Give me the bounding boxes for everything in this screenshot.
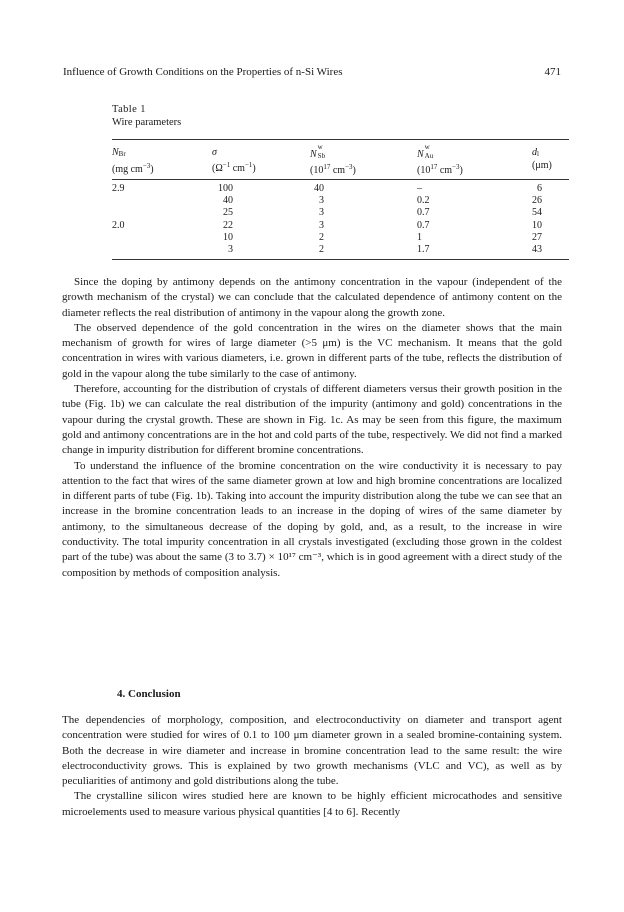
- table-cell: 22: [223, 219, 233, 231]
- header-sigma: σ ($\Omega^{-1}$ $cm^{-1}$): [212, 147, 256, 174]
- table-header-rule: [112, 179, 569, 180]
- table-cell: 3: [228, 243, 233, 255]
- paragraph: The observed dependence of the gold concentration in the wires on the diameter shows that the main mechanism of growth for wires of large diameter (>5 μm) is the VC mechanism. It means that the gold concentration in wires with various diameters, i.e. grown in different parts of the tube, reflects the distribution of gold in the vapour along the tube similarly to the case of antimony.: [62, 321, 562, 380]
- table-caption: Wire parameters: [112, 117, 182, 128]
- table-cell: 40: [314, 183, 324, 194]
- table-cell: 0.7: [417, 219, 430, 231]
- table-cell: 10: [223, 231, 233, 243]
- paragraph: The crystalline silicon wires studied here are known to be highly efficient microcathodes and sensitive microelements used to measure various physical quantities [4 to 6]. Recently: [62, 790, 562, 818]
- column-sigma: [212, 183, 233, 256]
- table-cell: 100: [218, 183, 233, 194]
- table-cell: 25: [223, 207, 233, 219]
- table-cell: [112, 195, 152, 207]
- column-nsb: [310, 183, 324, 256]
- table-cell: [112, 232, 152, 244]
- table-cell: 2: [319, 243, 324, 255]
- page-number: 471: [544, 66, 561, 78]
- paragraph: Since the doping by antimony depends on the antimony concentration in the vapour (independent of the growth mechanism of the crystal) we can conclude that the calculated dependence of antimony content on the diameter reflects the real distribution of antimony in the vapour along the growth zone.: [62, 276, 562, 319]
- table-cell: 1: [417, 231, 422, 243]
- header-dl: dl (μm): [532, 147, 552, 171]
- table-bottom-rule: [112, 259, 569, 260]
- header-nau: N w Au ($10^{17}$ $cm^{-3}$): [417, 143, 463, 176]
- table-cell: 1.7: [417, 243, 430, 255]
- table-cell: 54: [532, 207, 542, 219]
- paragraph: The dependencies of morphology, composition, and electroconductivity on diameter and transport agent concentration were studied for wires of 0.1 to 100 μm diameter grown in a sealed bromine-containing system. Both the decrease in wire diameter and increase in bromine concentration lead to the same result: the wire electroconductivity grows. This is explained by two growth mechanisms (VLC and VC), as well as by peculiarities of antimony and gold distributions along the tube.: [62, 714, 562, 788]
- table-cell: [112, 244, 152, 256]
- table-cell: 26: [532, 195, 542, 207]
- column-dl: [517, 183, 542, 256]
- table-cell: 3: [319, 195, 324, 207]
- table-label: Table 1: [112, 104, 146, 115]
- section-heading: 4. Conclusion: [117, 688, 181, 700]
- paragraph: To understand the influence of the bromine concentration on the wire conductivity it is necessary to pay attention to the fact that wires of the same diameter grown at low and high bromine concentrations are localized in different parts of tube (Fig. 1b). Taking into account the impurity distribution along the tube we can see that an increase in the bromine concentration leads to an increase in the doping of wires of the same diameter by antimony, to the simultaneous decrease of the doping by gold, and, as a result, to the increase in wire conductivity. The total impurity concentration in all crystals investigated (excluding those grown in the coldest part of the tube) was about the same (3 to 3.7) × 10¹⁷ cm⁻³, which is in good agreement with a direct study of the composition by methods of composition analysis.: [62, 459, 562, 579]
- table-cell: 27: [532, 231, 542, 243]
- table-cell: 0.7: [417, 207, 430, 219]
- table-cell: 6: [537, 183, 542, 194]
- header-nsb: N w Sb ($10^{17}$ $cm^{-3}$): [310, 143, 356, 176]
- table-cell: 2: [319, 231, 324, 243]
- table-cell: 43: [532, 243, 542, 255]
- table-cell: [112, 207, 152, 219]
- body-text-upper: [62, 275, 562, 581]
- table-cell: 3: [319, 207, 324, 219]
- table-header-row: [112, 143, 569, 177]
- running-head: [63, 66, 561, 80]
- header-nbr: NBr (mg $cm^{-3}$): [112, 147, 154, 175]
- column-nau: [417, 183, 447, 256]
- table-cell: 2.0: [112, 219, 125, 231]
- table-cell: 10: [532, 219, 542, 231]
- table-top-rule: [112, 139, 569, 140]
- table-cell: 0.2: [417, 195, 430, 207]
- table-cell: –: [417, 183, 422, 194]
- table-cell: 3: [319, 219, 324, 231]
- table-cell: 2.9: [112, 183, 125, 194]
- running-head-title: Influence of Growth Conditions on the Properties of n-Si Wires: [63, 66, 343, 78]
- table-cell: 40: [223, 195, 233, 207]
- paragraph: Therefore, accounting for the distribution of crystals of different diameters versus their growth position in the tube (Fig. 1b) we can calculate the real distribution of the impurity (antimony and gold) concentrations in the vapour during the crystal growth. These are shown in Fig. 1c. As may be seen from this figure, the maximum gold and antimony concentrations are in the hot and cold parts of the tube, respectively. We did not find a marked change in impurity distribution for different bromine concentrations.: [62, 383, 562, 457]
- body-text-conclusion: [62, 713, 562, 820]
- column-nbr: [112, 183, 152, 256]
